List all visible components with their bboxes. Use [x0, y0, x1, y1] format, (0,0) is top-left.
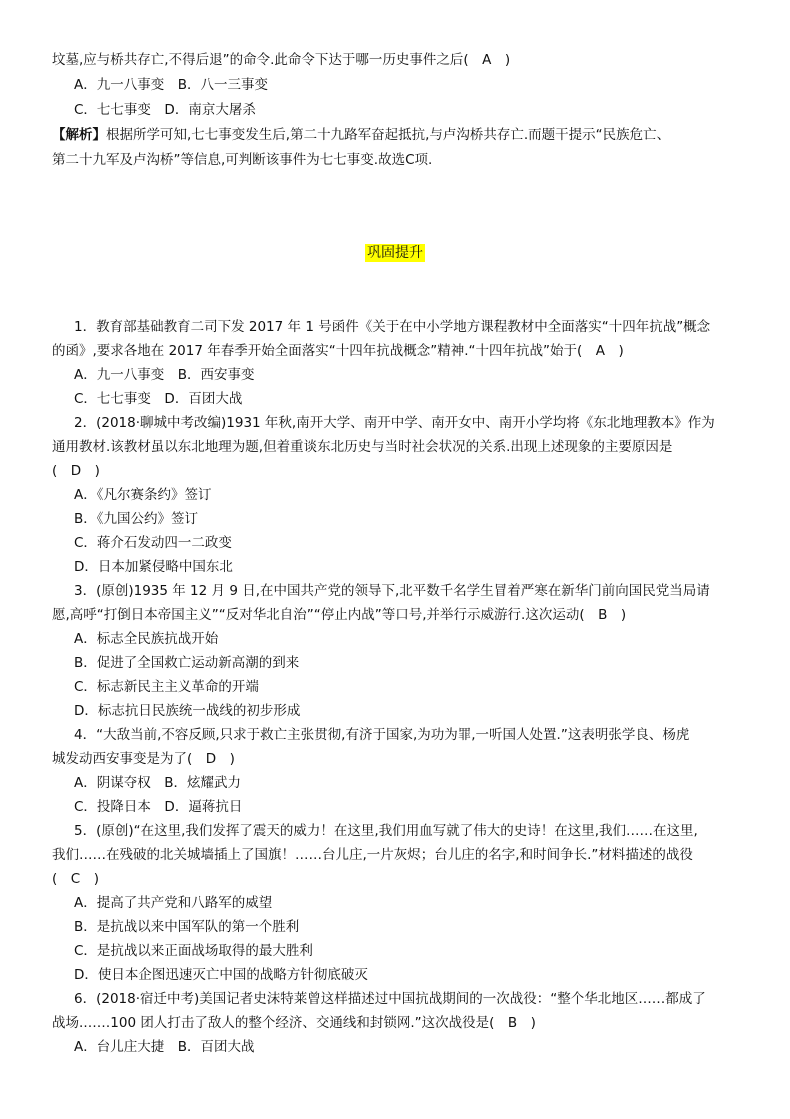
analysis-tag: 【解析】 — [52, 127, 106, 143]
q2-option-d: D．日本加紧侵略中国东北 — [74, 559, 233, 575]
q5-answer: ( C ) — [52, 871, 99, 887]
q3-option-d: D．标志抗日民族统一战线的初步形成 — [74, 703, 301, 719]
question-stem-tail: 坟墓,应与桥共存亡,不得后退”的命令.此命令下达于哪一历史事件之后( A ) — [52, 52, 511, 68]
q3-stem: 愿,高呼“打倒日本帝国主义”“反对华北自治”“停止内战”等口号,并举行示威游行.这次运动( B ) — [52, 607, 627, 623]
q1-stem: 的函》,要求各地在 2017 年春季开始全面落实“十四年抗战概念”精神.“十四年抗战”始于( A ) — [52, 343, 624, 359]
q2-option-a: A．《凡尔赛条约》签订 — [74, 487, 212, 503]
analysis-line: 第二十九军及卢沟桥”等信息,可判断该事件为七七事变.故选C项. — [52, 152, 433, 168]
section-heading: 巩固提升 — [367, 245, 423, 261]
q2-option-c: C．蒋介石发动四一二政变 — [74, 535, 232, 551]
q4-options: C．投降日本 D．逼蒋抗日 — [74, 799, 243, 815]
q1-options: C．七七事变 D．百团大战 — [74, 391, 243, 407]
q3-option-c: C．标志新民主主义革命的开端 — [74, 679, 259, 695]
analysis-text: 根据所学可知,七七事变发生后,第二十九路军奋起抵抗,与卢沟桥共存亡.而题干提示“民族危亡、 — [106, 127, 671, 143]
q3-option-a: A．标志全民族抗战开始 — [74, 631, 219, 647]
q1-options: A．九一八事变 B．西安事变 — [74, 367, 255, 383]
q5-stem: 我们……在残破的北关城墙插上了国旗！……台儿庄,一片灰烬；台儿庄的名字,和时间争长.”材料描述的战役 — [52, 847, 693, 863]
q4-stem: 城发动西安事变是为了( D ) — [52, 751, 235, 767]
q5-option-c: C．是抗战以来正面战场取得的最大胜利 — [74, 943, 313, 959]
q3-option-b: B．促进了全国救亡运动新高潮的到来 — [74, 655, 300, 671]
options-row: C．七七事变 D．南京大屠杀 — [74, 102, 256, 118]
q6-stem: 6．(2018·宿迁中考)美国记者史沫特莱曾这样描述过中国抗战期间的一次战役：“整个华北地区……都成了 — [74, 991, 706, 1007]
q5-option-d: D．使日本企图迅速灭亡中国的战略方针彻底破灭 — [74, 967, 368, 983]
q5-stem: 5．(原创)“在这里,我们发挥了震天的威力！在这里,我们用血写就了伟大的史诗！在这里,我们……在这里, — [74, 823, 698, 839]
section-heading-wrap — [0, 244, 790, 262]
q5-option-b: B．是抗战以来中国军队的第一个胜利 — [74, 919, 300, 935]
q2-option-b: B．《九国公约》签订 — [74, 511, 199, 527]
q4-stem: 4．“大敌当前,不容反顾,只求于救亡主张贯彻,有济于国家,为功为罪,一听国人处置.”这表明张学良、杨虎 — [74, 727, 690, 743]
q1-stem: 1．教育部基础教育二司下发 2017 年 1 号函件《关于在中小学地方课程教材中全面落实“十四年抗战”概念 — [74, 319, 711, 335]
q2-stem: 通用教材.该教材虽以东北地理为题,但着重谈东北历史与当时社会状况的关系.出现上述现象的主要原因是 — [52, 439, 673, 455]
q5-option-a: A．提高了共产党和八路军的威望 — [74, 895, 273, 911]
q6-options: A．台儿庄大捷 B．百团大战 — [74, 1039, 255, 1055]
q2-stem: 2．(2018·聊城中考改编)1931 年秋,南开大学、南开中学、南开女中、南开小学均将《东北地理教本》作为 — [74, 415, 715, 431]
q2-answer: ( D ) — [52, 463, 100, 479]
options-row: A．九一八事变 B．八一三事变 — [74, 77, 268, 93]
q3-stem: 3．(原创)1935 年 12 月 9 日,在中国共产党的领导下,北平数千名学生冒着严寒在新华门前向国民党当局请 — [74, 583, 710, 599]
analysis-line — [52, 125, 670, 145]
q4-options: A．阴谋夺权 B．炫耀武力 — [74, 775, 241, 791]
q6-stem: 战场.……100 团人打击了敌人的整个经济、交通线和封锁网.”这次战役是( B ) — [52, 1015, 536, 1031]
